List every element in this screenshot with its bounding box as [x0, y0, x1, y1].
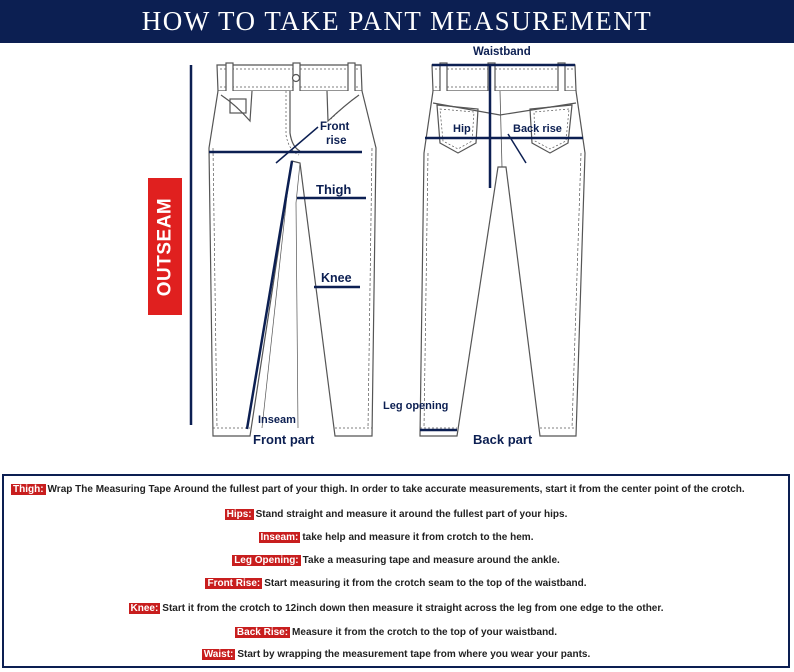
back-pant-drawing — [420, 63, 585, 436]
page-title: HOW TO TAKE PANT MEASUREMENT — [141, 6, 653, 36]
instruction-knee — [4, 603, 788, 614]
instruction-waist — [4, 649, 788, 660]
thigh-label: Thigh — [316, 182, 352, 197]
instruction-leg-opening — [4, 555, 788, 566]
instruction-text: Start by wrapping the measurement tape from where you wear your pants. — [237, 649, 591, 660]
header-banner — [0, 0, 794, 43]
front-part-label: Front part — [253, 432, 315, 447]
instruction-term: Front Rise: — [207, 578, 261, 589]
instruction-term: Thigh: — [13, 484, 44, 495]
inseam-label: Inseam — [258, 414, 296, 426]
instruction-front-rise — [4, 578, 788, 589]
front-pant-drawing — [209, 63, 376, 436]
outseam-badge — [148, 178, 182, 315]
instruction-term: Leg Opening: — [234, 555, 299, 566]
instruction-text: Start measuring it from the crotch seam to the top of the waistband. — [264, 578, 587, 589]
outseam-label: OUTSEAM — [154, 197, 175, 296]
back-rise-label: Back rise — [513, 123, 562, 135]
instruction-back-rise — [4, 627, 788, 638]
hip-label: Hip — [453, 123, 471, 135]
waistband-label: Waistband — [473, 46, 531, 58]
instruction-term: Back Rise: — [236, 627, 289, 638]
instruction-text: take help and measure it from crotch to the hem. — [302, 532, 534, 543]
instruction-text: Measure it from the crotch to the top of your waistband. — [292, 627, 558, 638]
instruction-term: Inseam: — [260, 532, 299, 543]
front-rise-label-line2: rise — [326, 135, 347, 147]
leg-opening-label: Leg opening — [383, 400, 449, 412]
instruction-inseam — [4, 532, 788, 543]
instruction-text: Stand straight and measure it around the fullest part of your hips. — [255, 509, 568, 520]
pant-diagram — [0, 43, 794, 463]
instruction-term: Hips: — [226, 509, 252, 520]
instruction-text: Take a measuring tape and measure around the ankle. — [302, 555, 560, 566]
instruction-hips — [4, 509, 788, 520]
instruction-text: Wrap The Measuring Tape Around the fullest part of your thigh. In order to take accurate measurements, start it from the center point of the crotch. — [47, 484, 745, 495]
knee-label: Knee — [321, 271, 352, 285]
instruction-text: Start it from the crotch to 12inch down then measure it straight across the leg from one edge to the other. — [162, 603, 664, 614]
instruction-term: Knee: — [130, 603, 159, 614]
instruction-term: Waist: — [203, 649, 234, 660]
front-rise-label-line1: Front — [320, 121, 350, 133]
instruction-thigh — [4, 484, 788, 495]
back-part-label: Back part — [473, 432, 533, 447]
instructions-box — [2, 474, 790, 668]
